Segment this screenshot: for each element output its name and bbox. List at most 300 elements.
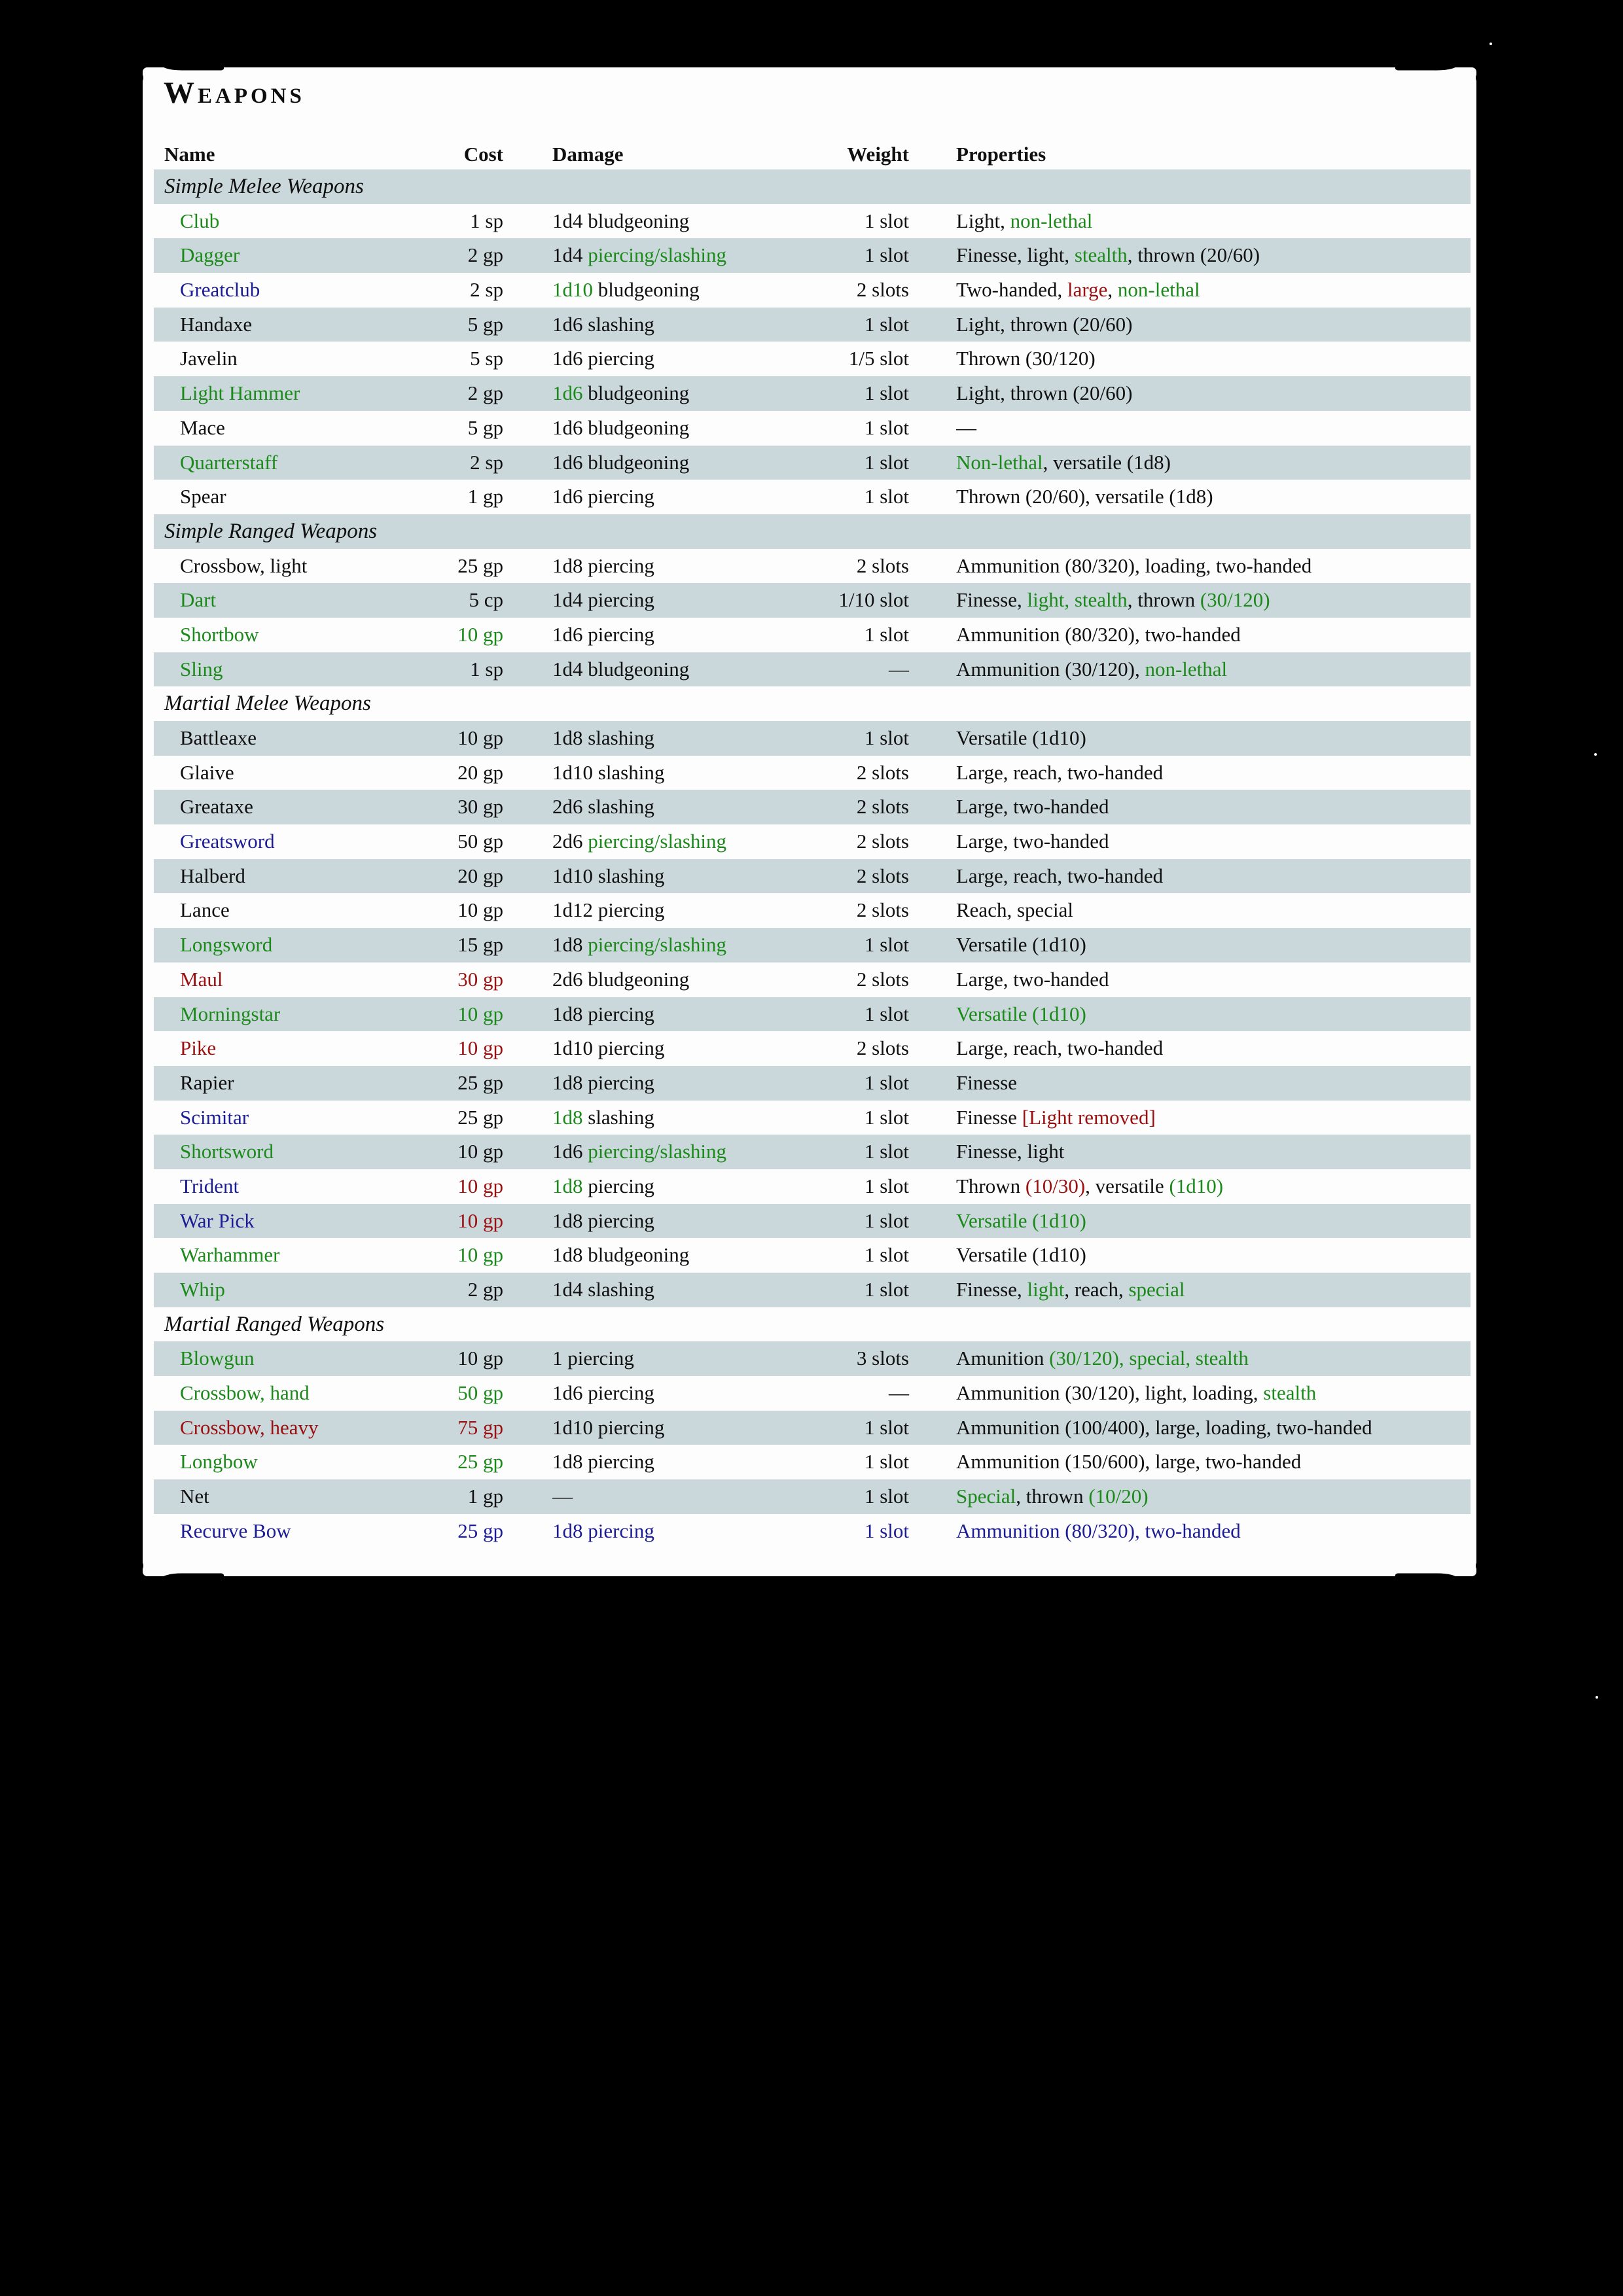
text-segment: , thrown [1016,1485,1089,1508]
weapon-name-cell [154,859,429,894]
text-segment: Large, reach, two-handed [956,1036,1164,1060]
text-segment: Warhammer [180,1243,280,1267]
weapon-name-cell [154,893,429,928]
table-row [154,618,1471,652]
weapon-cost-cell [429,721,503,756]
table-row [154,376,1471,411]
text-segment: 1d4 bludgeoning [552,657,690,680]
text-segment: 50 gp [457,1381,503,1405]
weapon-props-cell [956,1066,1471,1101]
weapon-name-cell [154,1411,429,1445]
weapon-damage-cell [552,1514,834,1549]
weapon-props-cell [956,376,1471,411]
weapon-weight-cell [834,446,909,480]
weapon-weight-cell [834,963,909,997]
text-segment: 2d6 bludgeoning [552,967,690,991]
weapon-damage-cell [552,1066,834,1101]
weapon-props-cell [956,1341,1471,1376]
text-segment: 1d4 slashing [552,1278,654,1301]
table-row [154,928,1471,963]
weapon-damage-cell [552,859,834,894]
weapon-damage-cell [552,204,834,239]
weapon-cost-cell [429,1031,503,1066]
weapon-weight-cell [834,1101,909,1135]
weapon-props-cell [956,997,1471,1032]
weapon-weight-cell [834,1238,909,1273]
text-segment: , thrown (20/60) [1127,243,1260,267]
weapon-props-cell [956,1479,1471,1514]
text-segment: Longsword [180,933,273,957]
text-segment: 1d6 piercing [552,622,654,646]
weapon-cost-cell [429,583,503,618]
text-segment: — [889,1381,909,1405]
text-segment: Crossbow, light [180,554,308,577]
weapon-weight-cell [834,308,909,342]
text-segment: (30/120), special, stealth [1049,1347,1249,1370]
text-segment: 1 slot [864,485,909,508]
text-segment: 1d10 [552,278,593,302]
weapon-cost-cell [429,1479,503,1514]
text-segment: 1d8 piercing [552,1002,654,1025]
text-segment: 1d6 [552,381,583,405]
weapon-damage-cell [552,273,834,308]
weapon-damage-cell [552,928,834,963]
paper-speck [1596,1696,1598,1699]
text-segment: Light, thrown (20/60) [956,312,1133,336]
weapon-damage-cell [552,1169,834,1204]
text-segment: Ammunition (30/120), [956,657,1145,680]
weapon-weight-cell [834,549,909,584]
text-segment: Shortbow [180,622,259,646]
weapon-cost-cell [429,1204,503,1239]
text-segment: 1d12 piercing [552,898,665,922]
table-row [154,1479,1471,1514]
table-row [154,480,1471,514]
weapon-cost-cell [429,1066,503,1101]
table-row [154,273,1471,308]
table-row [154,790,1471,824]
table-row [154,308,1471,342]
text-segment: 3 slots [856,1347,909,1370]
weapon-props-cell [956,1135,1471,1169]
table-row [154,893,1471,928]
text-segment: Finesse, light, [956,243,1075,267]
text-segment: Ammunition (150/600), large, two-handed [956,1450,1302,1474]
weapon-props-cell [956,721,1471,756]
text-segment: Two-handed, [956,278,1068,302]
weapon-weight-cell [834,1135,909,1169]
weapon-weight-cell [834,273,909,308]
text-segment: 1 slot [864,450,909,474]
weapon-weight-cell [834,997,909,1032]
text-segment: 1d4 [552,243,588,267]
text-segment: Maul [180,967,223,991]
weapon-cost-cell [429,756,503,790]
weapon-name-cell [154,204,429,239]
text-segment: Morningstar [180,1002,281,1025]
weapon-props-cell [956,790,1471,824]
text-segment: 1 slot [864,312,909,336]
text-segment: , versatile (1d8) [1043,450,1171,474]
text-segment: Versatile (1d10) [956,933,1086,957]
weapon-name-cell [154,342,429,376]
weapon-name-cell [154,446,429,480]
weapon-name-cell [154,721,429,756]
text-segment: Dart [180,588,217,612]
text-segment: 1d8 piercing [552,1209,654,1232]
text-segment: light, stealth [1027,588,1128,612]
weapon-cost-cell [429,1445,503,1479]
table-row [154,721,1471,756]
table-row [154,1514,1471,1549]
text-segment: 15 gp [457,933,503,957]
weapon-damage-cell [552,549,834,584]
weapon-weight-cell [834,1376,909,1411]
text-segment: 1d6 [552,1140,588,1163]
section-row [154,169,1471,204]
weapon-damage-cell [552,618,834,652]
text-segment: — [889,657,909,680]
weapon-name-cell [154,1066,429,1101]
weapon-props-cell [956,618,1471,652]
weapon-damage-cell [552,652,834,687]
text-segment: Large, reach, two-handed [956,760,1164,784]
section-row [154,1307,1471,1342]
text-segment: non-lethal [1145,657,1228,680]
table-row [154,342,1471,376]
text-segment: special [1128,1278,1185,1301]
text-segment: 1d8 piercing [552,554,654,577]
text-segment: 2 slots [856,830,909,853]
text-segment: 1d6 piercing [552,1381,654,1405]
weapon-name-cell [154,1101,429,1135]
weapon-cost-cell [429,1376,503,1411]
table-row [154,997,1471,1032]
text-segment: large [1067,278,1108,302]
table-row [154,549,1471,584]
text-segment: 1/10 slot [838,588,909,612]
text-segment: 2 slots [856,554,909,577]
text-segment: Versatile (1d10) [956,1002,1086,1025]
text-segment: 2 slots [856,1036,909,1060]
table-row [154,446,1471,480]
text-segment: (1d10) [1169,1174,1224,1197]
text-segment: 1 slot [864,933,909,957]
text-segment: 5 gp [467,415,503,439]
weapon-cost-cell [429,1135,503,1169]
text-segment: Amunition [956,1347,1050,1370]
text-segment: Battleaxe [180,726,257,749]
text-segment: 25 gp [457,1519,503,1542]
text-segment: 10 gp [457,1002,503,1025]
weapon-weight-cell [834,928,909,963]
text-segment: 1/5 slot [848,347,909,370]
text-segment: 1d10 slashing [552,760,665,784]
weapon-props-cell [956,480,1471,514]
weapon-weight-cell [834,1169,909,1204]
weapon-damage-cell [552,1204,834,1239]
table-row [154,1376,1471,1411]
text-segment: 1 slot [864,1415,909,1439]
weapon-cost-cell [429,652,503,687]
text-segment: bludgeoning [593,278,700,302]
table-row [154,1273,1471,1307]
weapon-weight-cell [834,342,909,376]
text-segment: 1d10 slashing [552,864,665,887]
text-segment: Longbow [180,1450,258,1474]
text-segment: Ammunition (80/320), two-handed [956,1519,1241,1542]
table-row [154,1135,1471,1169]
table-row [154,859,1471,894]
table-row [154,1238,1471,1273]
corner-flourish-icon [1395,50,1493,149]
text-segment: 1d6 piercing [552,485,654,508]
text-segment: 1d8 slashing [552,726,654,749]
weapon-cost-cell [429,1238,503,1273]
text-segment: 10 gp [457,1174,503,1197]
weapon-props-cell [956,411,1471,446]
text-segment: Greatclub [180,278,260,302]
text-segment: Thrown (30/120) [956,347,1096,370]
text-segment: (10/30) [1025,1174,1086,1197]
text-segment: 20 gp [457,864,503,887]
text-segment: Dagger [180,243,240,267]
table-row [154,1445,1471,1479]
text-segment: non-lethal [1010,209,1093,232]
text-segment: 25 gp [457,1105,503,1129]
weapon-props-cell [956,1101,1471,1135]
weapon-props-cell [956,1273,1471,1307]
text-segment: 1 slot [864,1243,909,1267]
weapon-weight-cell [834,721,909,756]
text-segment: 1 piercing [552,1347,634,1370]
text-segment: stealth [1074,243,1128,267]
section-label: Simple Ranged Weapons [164,519,378,543]
text-segment: , [1107,278,1118,302]
text-segment: 1 sp [470,657,503,680]
text-segment: Pike [180,1036,217,1060]
weapon-weight-cell [834,1445,909,1479]
weapon-damage-cell [552,893,834,928]
weapon-damage-cell [552,997,834,1032]
weapon-damage-cell [552,756,834,790]
text-segment: [Light removed] [1022,1105,1156,1129]
text-segment: Crossbow, heavy [180,1415,319,1439]
text-segment: 1d4 bludgeoning [552,209,690,232]
text-segment: 1 gp [467,1485,503,1508]
text-segment: Rapier [180,1070,234,1094]
weapon-weight-cell [834,376,909,411]
text-segment: 25 gp [457,554,503,577]
text-segment: 1d8 [552,1174,583,1197]
text-segment: Sling [180,657,223,680]
text-segment: 2d6 [552,830,588,853]
text-segment: 1 slot [864,1002,909,1025]
text-segment: 2 sp [470,278,503,302]
weapon-props-cell [956,583,1471,618]
weapon-weight-cell [834,1479,909,1514]
text-segment: Large, two-handed [956,967,1109,991]
weapon-weight-cell [834,1341,909,1376]
text-segment: 2d6 slashing [552,795,654,819]
text-segment: Reach, special [956,898,1074,922]
text-segment: Versatile (1d10) [956,726,1086,749]
text-segment: 25 gp [457,1070,503,1094]
weapon-name-cell [154,1341,429,1376]
text-segment: 1 slot [864,209,909,232]
weapon-props-cell [956,756,1471,790]
weapon-props-cell [956,893,1471,928]
text-segment: piercing/slashing [588,1140,727,1163]
text-segment: Light Hammer [180,381,300,405]
weapon-props-cell [956,1031,1471,1066]
text-segment: Light, [956,209,1010,232]
text-segment: Club [180,209,220,232]
weapon-damage-cell [552,308,834,342]
text-segment: Shortsword [180,1140,274,1163]
table-row [154,1169,1471,1204]
weapon-props-cell [956,1445,1471,1479]
weapon-cost-cell [429,1514,503,1549]
weapon-name-cell [154,273,429,308]
table-row [154,1031,1471,1066]
text-segment: Large, two-handed [956,795,1109,819]
weapon-weight-cell [834,824,909,859]
weapon-props-cell [956,273,1471,308]
text-segment: (30/120) [1200,588,1270,612]
weapon-cost-cell [429,446,503,480]
text-segment: stealth [1263,1381,1317,1405]
weapon-cost-cell [429,1169,503,1204]
weapon-cost-cell [429,928,503,963]
weapon-name-cell [154,583,429,618]
weapon-cost-cell [429,824,503,859]
text-segment: — [552,1485,573,1508]
weapon-damage-cell [552,583,834,618]
weapon-damage-cell [552,1341,834,1376]
weapon-weight-cell [834,652,909,687]
weapon-cost-cell [429,204,503,239]
weapon-name-cell [154,238,429,273]
weapon-damage-cell [552,1238,834,1273]
text-segment: slashing [582,1105,654,1129]
text-segment: light [1027,1278,1065,1301]
weapon-name-cell [154,963,429,997]
weapon-name-cell [154,308,429,342]
text-segment: 2 slots [856,795,909,819]
weapon-name-cell [154,1376,429,1411]
weapon-cost-cell [429,238,503,273]
weapon-name-cell [154,376,429,411]
text-segment: 1d6 bludgeoning [552,450,690,474]
weapon-name-cell [154,790,429,824]
text-segment: 1d4 piercing [552,588,654,612]
weapon-cost-cell [429,859,503,894]
table-row [154,824,1471,859]
table-row [154,204,1471,239]
weapon-name-cell [154,1479,429,1514]
text-segment: 1d10 piercing [552,1415,665,1439]
text-segment: 1d8 piercing [552,1519,654,1542]
weapon-damage-cell [552,963,834,997]
text-segment: 30 gp [457,967,503,991]
weapon-damage-cell [552,376,834,411]
weapon-cost-cell [429,376,503,411]
text-segment: Whip [180,1278,225,1301]
text-segment: Recurve Bow [180,1519,291,1542]
text-segment: 5 sp [470,347,503,370]
weapon-name-cell [154,411,429,446]
weapon-name-cell [154,824,429,859]
weapon-weight-cell [834,480,909,514]
text-segment: 50 gp [457,830,503,853]
text-segment: piercing/slashing [588,933,727,957]
text-segment: 1d6 piercing [552,347,654,370]
table-row [154,238,1471,273]
weapon-weight-cell [834,1411,909,1445]
weapon-weight-cell [834,859,909,894]
text-segment: 1d8 [552,933,588,957]
weapon-props-cell [956,928,1471,963]
text-segment: 2 gp [467,381,503,405]
text-segment: 5 cp [469,588,503,612]
weapon-damage-cell [552,1445,834,1479]
table-row [154,1411,1471,1445]
weapon-props-cell [956,1238,1471,1273]
text-segment: Trident [180,1174,240,1197]
weapon-name-cell [154,756,429,790]
weapon-damage-cell [552,1273,834,1307]
weapon-weight-cell [834,1273,909,1307]
text-segment: 1 slot [864,243,909,267]
text-segment: 1 slot [864,1450,909,1474]
weapon-name-cell [154,1204,429,1239]
text-segment: 1 gp [467,485,503,508]
text-segment: Finesse [956,1070,1017,1094]
text-segment: Blowgun [180,1347,255,1370]
weapon-weight-cell [834,790,909,824]
paper-speck [1594,753,1597,756]
text-segment: 1d6 bludgeoning [552,415,690,439]
weapon-props-cell [956,1169,1471,1204]
weapon-props-cell [956,446,1471,480]
weapon-name-cell [154,1273,429,1307]
weapon-props-cell [956,549,1471,584]
text-segment: Handaxe [180,312,253,336]
text-segment: Special [956,1485,1016,1508]
weapon-cost-cell [429,618,503,652]
weapon-props-cell [956,859,1471,894]
text-segment: 1 slot [864,1140,909,1163]
text-segment: 2 slots [856,967,909,991]
text-segment: 2 slots [856,898,909,922]
text-segment: 10 gp [457,1347,503,1370]
weapon-props-cell [956,308,1471,342]
text-segment: non-lethal [1117,278,1200,302]
text-segment: Versatile (1d10) [956,1209,1086,1232]
weapon-cost-cell [429,1341,503,1376]
table-row [154,1341,1471,1376]
weapon-damage-cell [552,238,834,273]
text-segment: 10 gp [457,1209,503,1232]
text-segment: 30 gp [457,795,503,819]
text-segment: War Pick [180,1209,255,1232]
text-segment: 10 gp [457,1140,503,1163]
text-segment: Thrown (20/60), versatile (1d8) [956,485,1213,508]
table-row [154,583,1471,618]
text-segment: 2 sp [470,450,503,474]
text-segment: 1 slot [864,1105,909,1129]
